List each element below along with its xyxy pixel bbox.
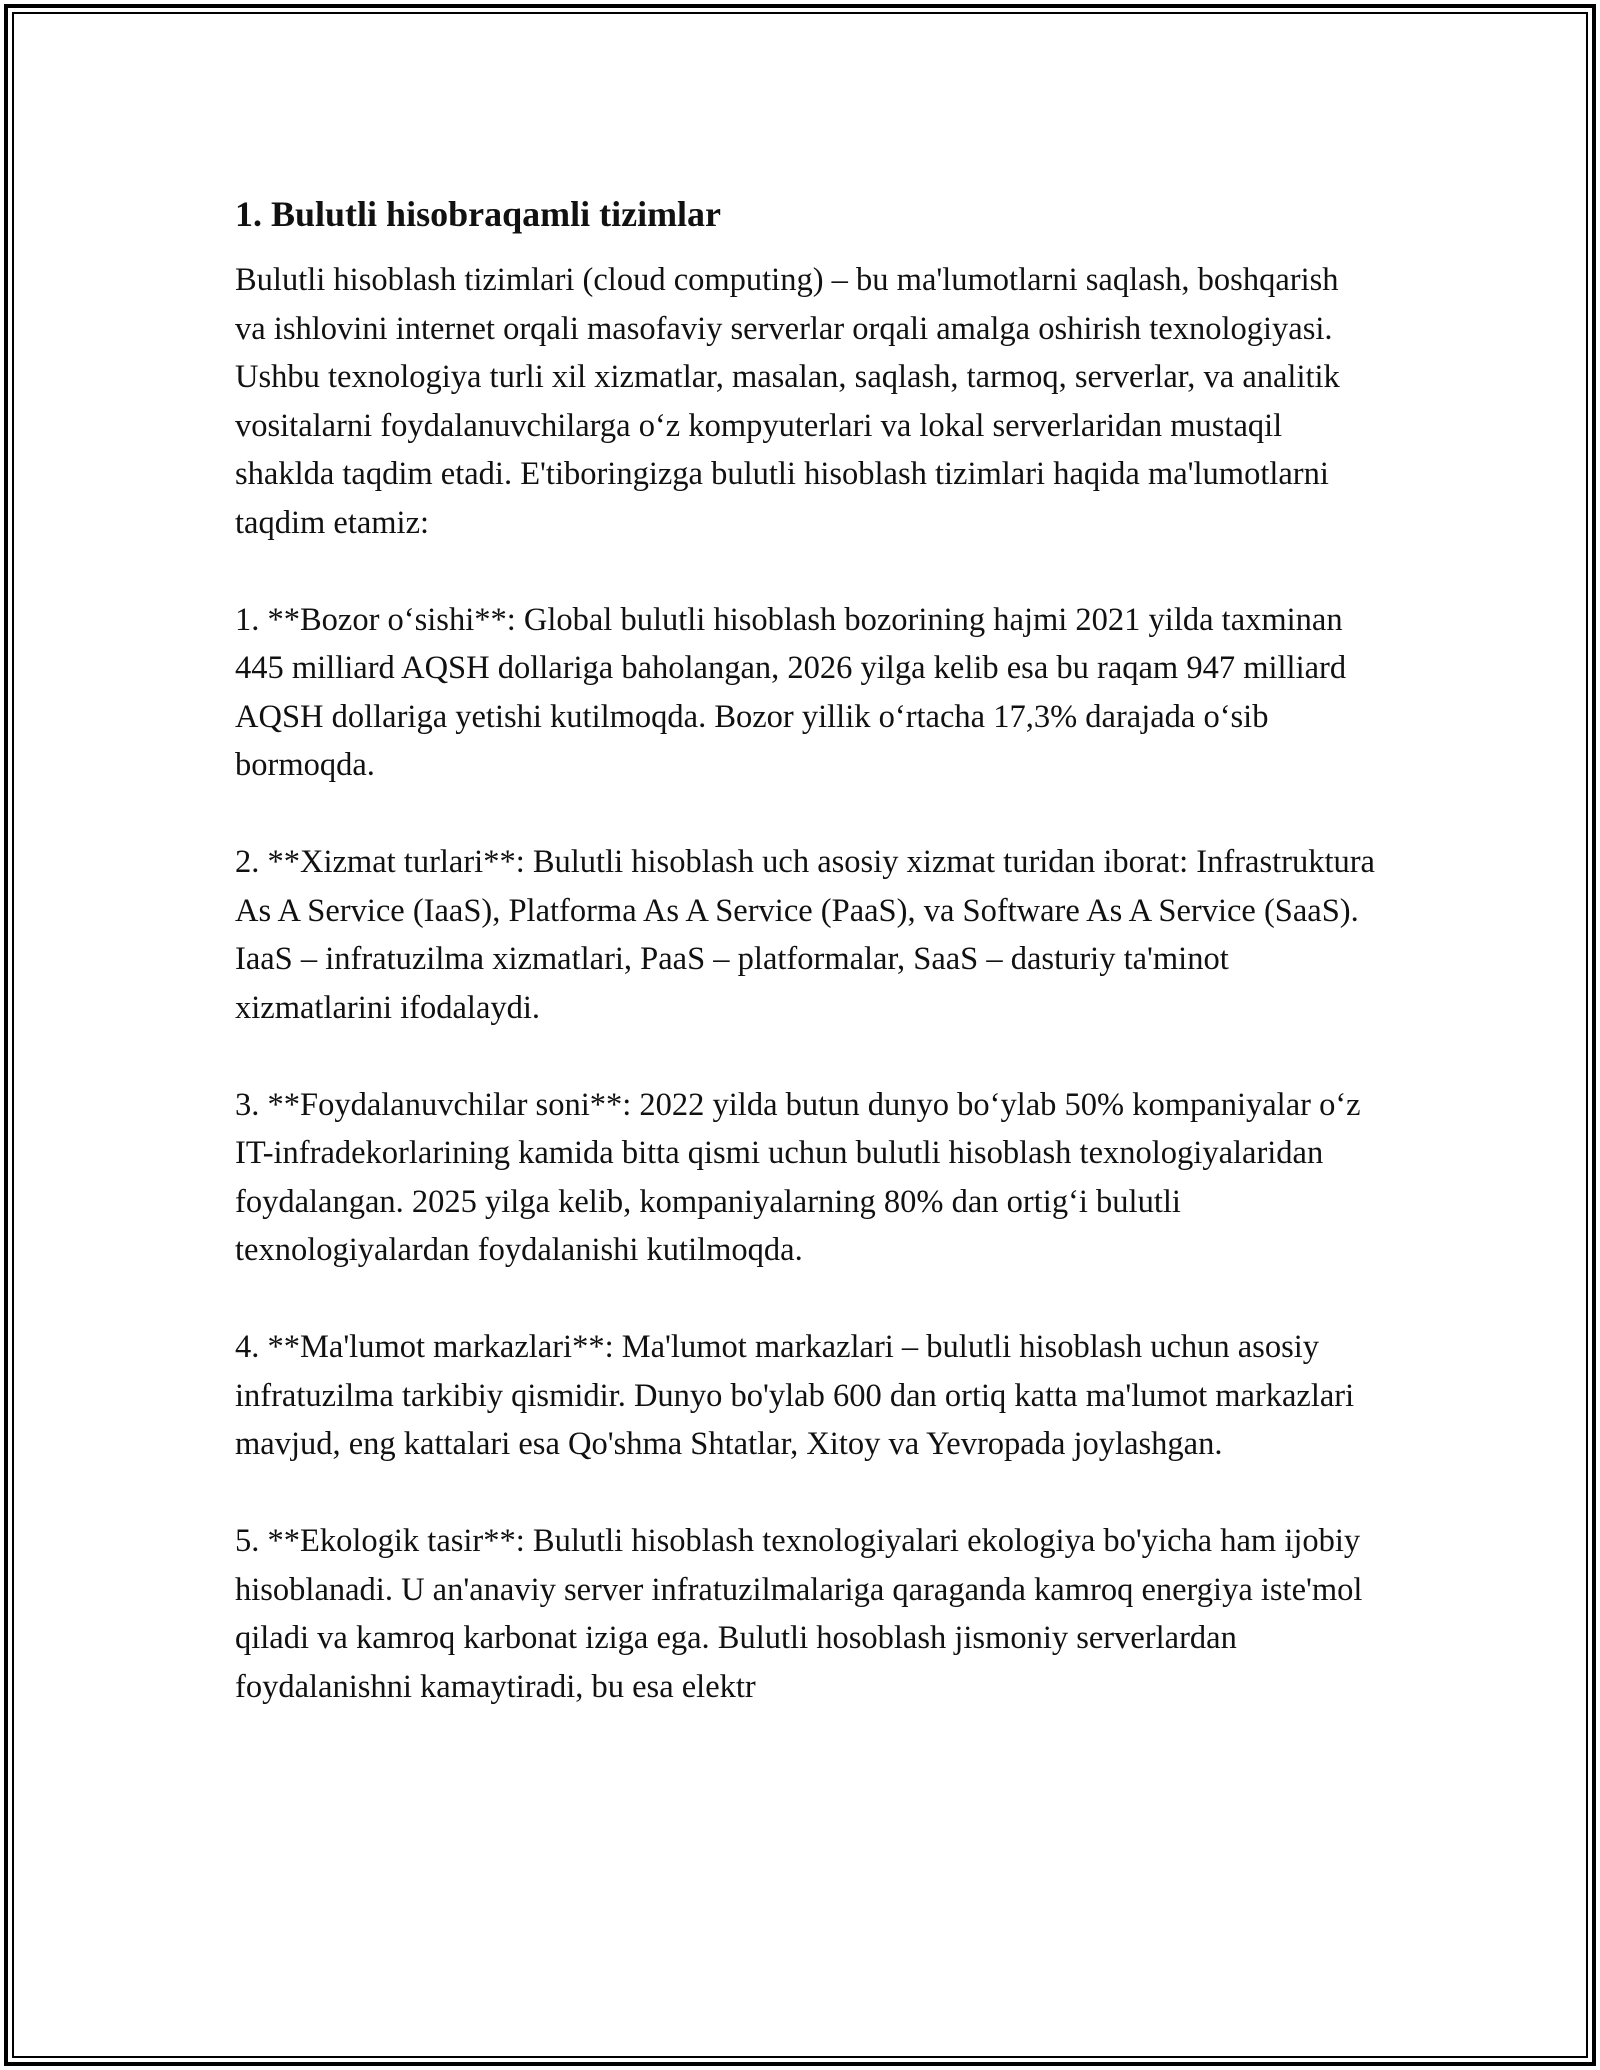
point-market-growth: 1. **Bozor o‘sishi**: Global bulutli hisoblash bozorining hajmi 2021 yilda taxminan 445 milliard AQSH dollariga baholangan, 2026 yilga kelib esa bu raqam 947 milliard AQSH dollariga yetishi kutilmoqda. Bozor yillik o‘rtacha 17,3% darajada o‘sib bormoqda.: [235, 601, 1347, 783]
document-body: [235, 188, 1375, 1760]
section-heading: 1. Bulutli hisobraqamli tizimlar: [235, 194, 722, 234]
intro-paragraph: Bulutli hisoblash tizimlari (cloud computing) – bu ma'lumotlarni saqlash, boshqarish va ishlovini internet orqali masofaviy serverlar orqali amalga oshirish texnologiyasi. Ushbu texnologiya turli xil xizmatlar, masalan, saqlash, tarmoq, serverlar, va analitik vositalarni foydalanuvchilarga o‘z kompyuterlari va lokal serverlaridan mustaqil shaklda taqdim etadi. E'tiboringizga bulutli hisoblash tizimlari haqida ma'lumotlarni taqdim etamiz:: [235, 262, 1340, 541]
point-data-centers: 4. **Ma'lumot markazlari**: Ma'lumot markazlari – bulutli hisoblash uchun asosiy infratuzilma tarkibiy qismidir. Dunyo bo'ylab 600 dan ortiq katta ma'lumot markazlari mavjud, eng kattalari esa Qo'shma Shtatlar, Xitoy va Yevropada joylashgan.: [235, 1329, 1355, 1462]
point-ecological-impact: 5. **Ekologik tasir**: Bulutli hisoblash texnologiyalari ekologiya bo'yicha ham ijobiy hisoblanadi. U an'anaviy server infratuzilmalariga qaraganda kamroq energiya iste'mol qiladi va kamroq karbonat iziga ega. Bulutli hosoblash jismoniy serverlardan foydalanishni kamaytiradi, bu esa elektr: [235, 1523, 1363, 1705]
point-service-types: 2. **Xizmat turlari**: Bulutli hisoblash uch asosiy xizmat turidan iborat: Infrastruktura As A Service (IaaS), Platforma As A Service (PaaS), va Software As A Service (SaaS). IaaS – infratuzilma xizmatlari, PaaS – platformalar, SaaS – dasturiy ta'minot xizmatlarini ifodalaydi.: [235, 844, 1375, 1026]
point-user-count: 3. **Foydalanuvchilar soni**: 2022 yilda butun dunyo bo‘ylab 50% kompaniyalar o‘z IT-infradekorlarining kamida bitta qismi uchun bulutli hisoblash texnologiyalaridan foydalangan. 2025 yilga kelib, kompaniyalarning 80% dan ortig‘i bulutli texnologiyalardan foydalanishi kutilmoqda.: [235, 1086, 1361, 1268]
